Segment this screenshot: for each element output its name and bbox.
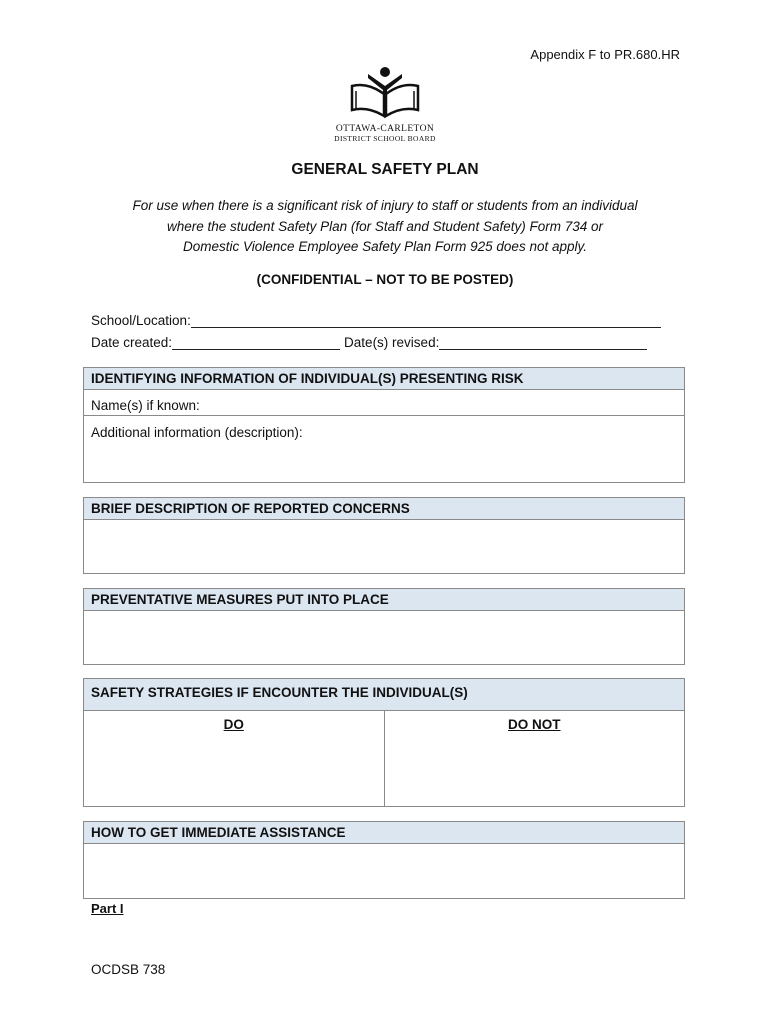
preventative-field[interactable] (84, 611, 684, 664)
preventative-section (83, 588, 685, 665)
preventative-heading: PREVENTATIVE MEASURES PUT INTO PLACE (84, 589, 684, 611)
names-field[interactable] (84, 390, 684, 416)
identifying-section (83, 367, 685, 483)
names-label: Name(s) if known: (91, 398, 200, 413)
do-not-column[interactable] (385, 711, 685, 807)
form-number: OCDSB 738 (91, 962, 166, 977)
part-label: Part I (91, 901, 124, 916)
dates-revised-field[interactable] (439, 335, 647, 350)
additional-info-field[interactable] (84, 416, 684, 440)
dates-row (91, 335, 647, 350)
dates-revised-label: Date(s) revised: (344, 335, 440, 350)
school-location-label: School/Location: (91, 313, 191, 328)
assistance-section (83, 821, 685, 899)
do-column[interactable] (84, 711, 385, 807)
additional-info-label: Additional information (description): (91, 425, 303, 440)
assistance-field[interactable] (84, 844, 684, 898)
school-location-field[interactable] (191, 313, 661, 328)
do-not-label: DO NOT (508, 717, 561, 732)
date-created-field[interactable] (172, 335, 340, 350)
strategies-heading: SAFETY STRATEGIES IF ENCOUNTER THE INDIVIDUAL(S) (84, 679, 684, 711)
intro-line-2: where the student Safety Plan (for Staff and Student Safety) Form 734 or (167, 218, 603, 234)
concerns-section (83, 497, 685, 574)
assistance-heading: HOW TO GET IMMEDIATE ASSISTANCE (84, 822, 684, 844)
intro-line-3: Domestic Violence Employee Safety Plan Form 925 does not apply. (183, 239, 587, 254)
confidential-notice: (CONFIDENTIAL – NOT TO BE POSTED) (256, 272, 514, 287)
logo-line-2: DISTRICT SCHOOL BOARD (334, 134, 436, 143)
logo-wordmark (330, 124, 440, 144)
appendix-reference: Appendix F to PR.680.HR (530, 47, 680, 62)
identifying-heading: IDENTIFYING INFORMATION OF INDIVIDUAL(S) PRESENTING RISK (84, 368, 684, 390)
intro-text (60, 196, 710, 258)
do-label: DO (223, 717, 244, 732)
page-title: GENERAL SAFETY PLAN (291, 161, 479, 178)
intro-line-1: For use when there is a significant risk of injury to staff or students from an individual (132, 198, 638, 213)
strategies-columns (84, 711, 684, 807)
logo-line-1: OTTAWA-CARLETON (335, 124, 435, 134)
date-created-label: Date created: (91, 335, 173, 350)
concerns-field[interactable] (84, 520, 684, 573)
concerns-heading: BRIEF DESCRIPTION OF REPORTED CONCERNS (84, 498, 684, 520)
strategies-section (83, 678, 685, 807)
school-location-row (91, 313, 661, 328)
